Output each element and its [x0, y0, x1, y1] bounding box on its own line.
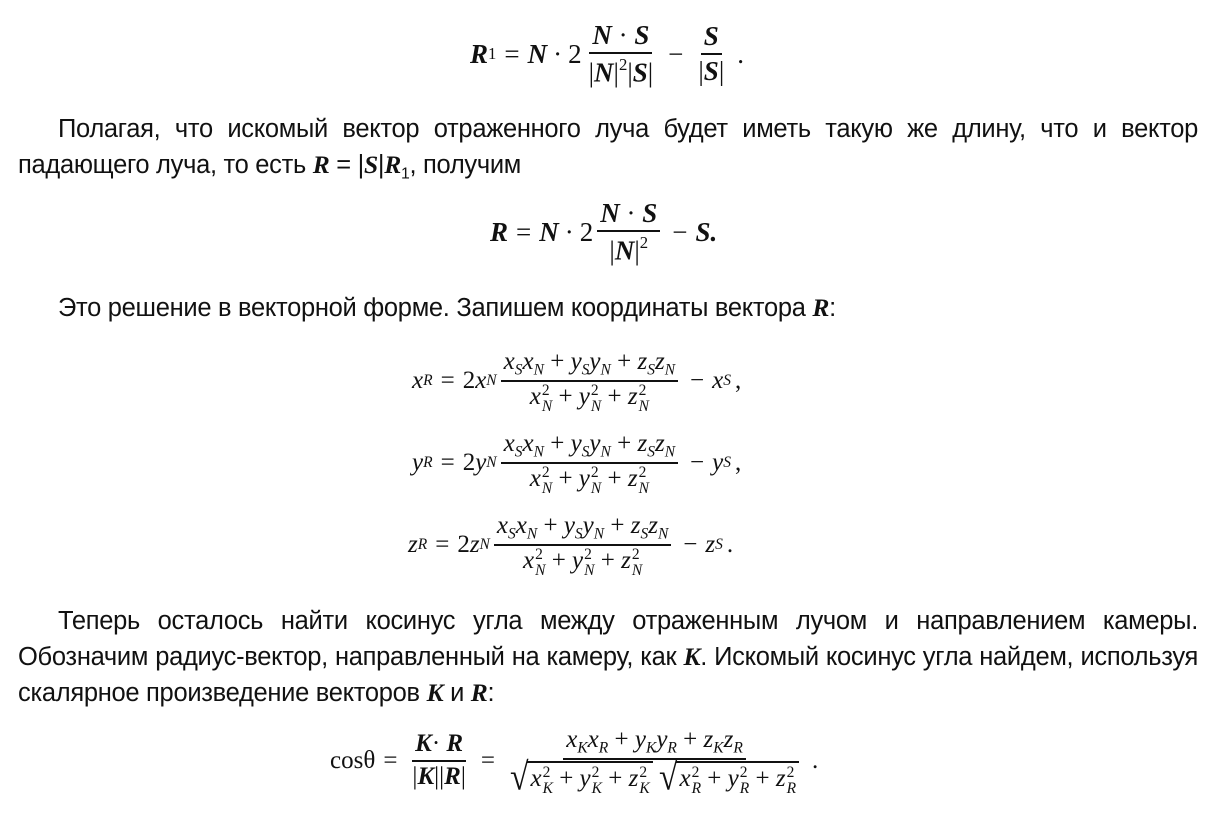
equation-cos: cosθ = $\frac{K\cdot R}{|K||R|}$ = $x_Kx_R + y_Ky_R + z_Kz_R$ √ x 2 K + y 2 K + z 2 K √ x 2 R + y 2 R + z 2 R .	[330, 726, 819, 799]
equation-yr: y R = 2 y N $x_Sx_N + y_Sy_N + z_Sz_N$ x 2 N + y 2 N + z 2 N − y S ,	[412, 430, 742, 497]
equation-r1: R 1 = N · 2 $\frac{N \cdot S}{|N|^2|S|}$ − $\frac{S}{|S|}$ .	[470, 20, 744, 88]
paragraph-3: Теперь осталось найти косинус угла между отраженным лучом и направлением камеры. Обозначим радиус-вектор, направленный на камеру, как K. Искомый косинус угла найдем, используя скалярное произведение векторов K и R:	[18, 607, 1199, 707]
equation-r: R = N · 2 $\frac{N \cdot S}{|N|^2}$ − S.	[490, 198, 718, 266]
paragraph-3-text-a: Теперь осталось найти косинус угла между отраженным лучом и направлением камеры. Обозначим радиус-вектор, направленный на камеру, как	[18, 607, 1198, 671]
paragraph-2: Это решение в векторной форме. Запишем координаты вектора R:	[58, 293, 836, 322]
paragraph-1-text-a: Полагая, что искомый вектор отраженного луча будет иметь такую же длину, что и вектор падающего луча, то есть	[18, 115, 1198, 179]
paragraph-3-text-c: и	[443, 679, 471, 707]
paragraph-3-text-b: . Искомый косинус угла найдем, используя скалярное произведение векторов	[18, 643, 1199, 707]
paragraph-1-text-b: , получим	[409, 151, 522, 179]
equation-zr: z R = 2 z N $x_Sx_N + y_Sy_N + z_Sz_N$ x 2 N + y 2 N + z 2 N − z S .	[408, 512, 734, 579]
paragraph-1: Полагая, что искомый вектор отраженного луча будет иметь такую же длину, что и вектор падающего луча, то есть $R = |S|R_1$, получим	[18, 115, 1198, 183]
paragraph-2-text-a: Это решение в векторной форме. Запишем координаты вектора	[58, 294, 813, 322]
equation-xr: x R = 2 x N $x_Sx_N + y_Sy_N + z_Sz_N$ x 2 N + y 2 N + z 2 N − x S ,	[412, 348, 742, 415]
